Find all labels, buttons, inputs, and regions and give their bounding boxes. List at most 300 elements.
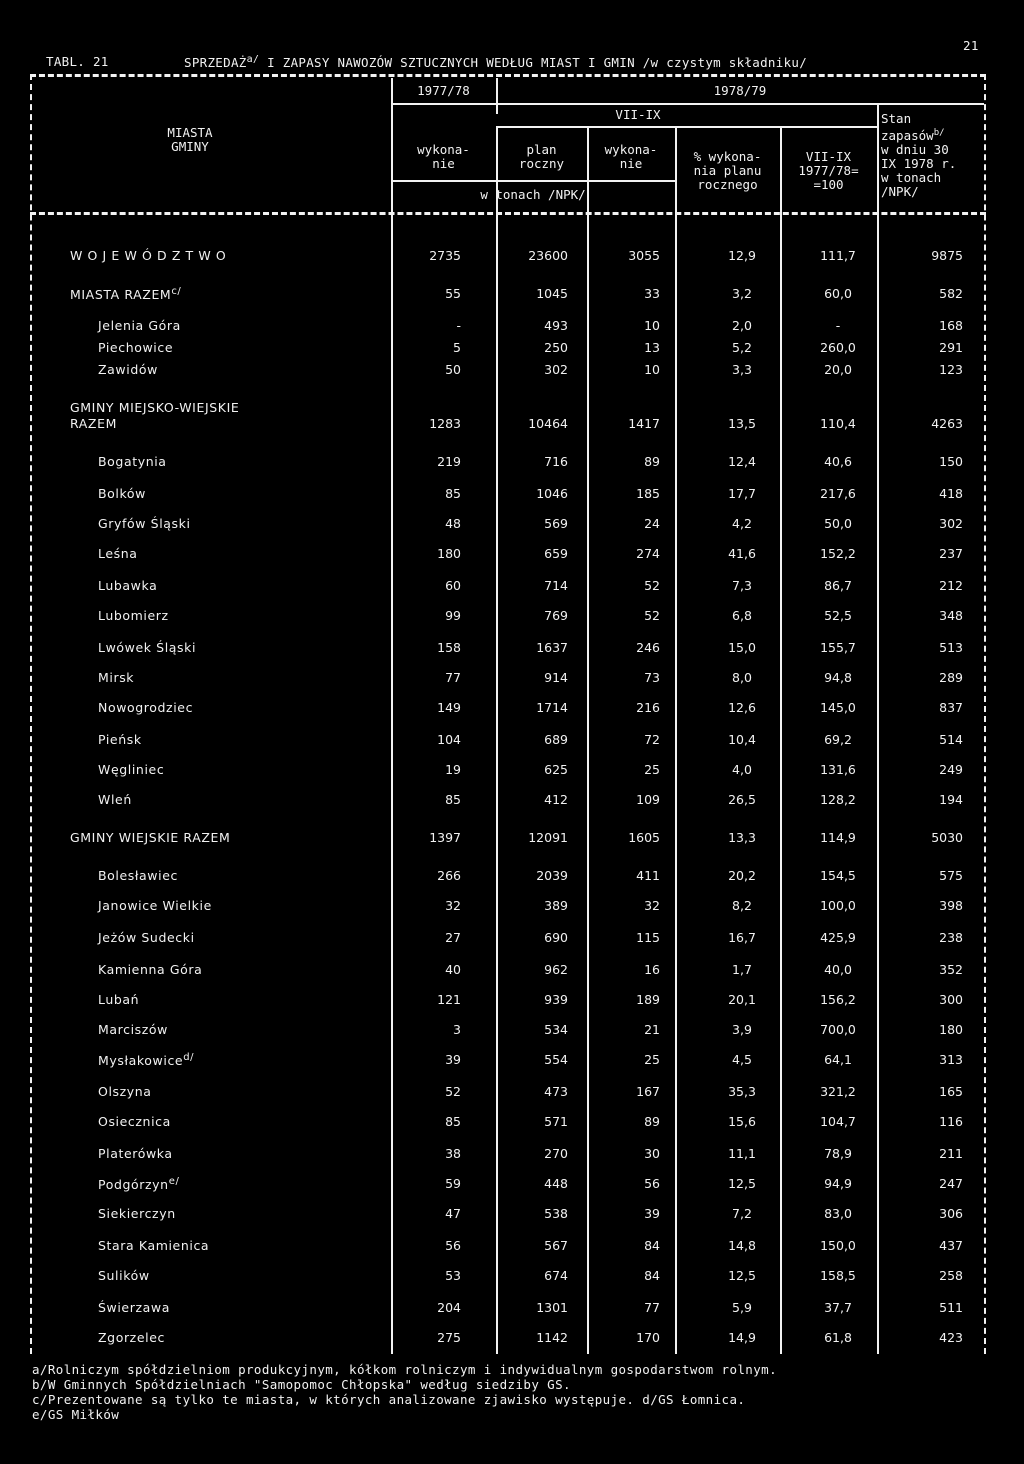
table-cell: 659	[544, 546, 568, 561]
row-label-text: GMINY MIEJSKO-WIEJSKIE	[70, 400, 240, 415]
row-label-text: Lubawka	[98, 578, 158, 593]
table-cell: 3	[453, 1022, 461, 1037]
row-label	[98, 454, 167, 469]
table-cell: 16,7	[728, 930, 756, 945]
table-cell: 1397	[429, 830, 461, 845]
table-label: TABL. 21	[46, 54, 109, 69]
row-label-text: Lwówek Śląski	[98, 640, 197, 655]
table-cell: 150,0	[820, 1238, 856, 1253]
table-cell: 1605	[628, 830, 660, 845]
row-label-text: Lubomierz	[98, 608, 169, 623]
row-label-text: Olszyna	[98, 1084, 152, 1099]
table-cell: 110,4	[820, 416, 856, 431]
table-cell: 39	[445, 1052, 461, 1067]
row-label-text: Mirsk	[98, 670, 135, 685]
table-cell: 2039	[536, 868, 568, 883]
table-cell: -	[835, 318, 841, 333]
row-label-text: Węgliniec	[98, 762, 165, 777]
table-cell: 306	[939, 1206, 963, 1221]
row-label-text: Marciszów	[98, 1022, 168, 1037]
row-label-text: Jeżów Sudecki	[98, 930, 195, 945]
table-cell: 99	[445, 608, 461, 623]
table-cell: 6,8	[732, 608, 752, 623]
table-cell: 27	[445, 930, 461, 945]
unit-label: w tonach /NPK/	[480, 187, 586, 202]
table-cell: 128,2	[820, 792, 856, 807]
col1-line2: nie	[432, 156, 455, 171]
row-label	[98, 732, 142, 747]
table-cell: 4,5	[732, 1052, 752, 1067]
table-cell: 5,2	[732, 340, 752, 355]
period-label: VII-IX	[615, 107, 661, 122]
table-cell: 156,2	[820, 992, 856, 1007]
col1-header	[391, 143, 496, 171]
table-cell: 180	[939, 1022, 963, 1037]
col2-line2: roczny	[518, 156, 565, 171]
table-cell: 7,2	[732, 1206, 752, 1221]
row-label	[98, 1206, 176, 1221]
table-cell: 77	[445, 670, 461, 685]
table-cell: 85	[445, 1114, 461, 1129]
row-footnote-marker: e/	[168, 1176, 180, 1187]
row-label-text: Bolków	[98, 486, 146, 501]
table-cell: 77	[644, 1300, 660, 1315]
table-cell: 437	[939, 1238, 963, 1253]
table-cell: 23600	[528, 248, 568, 263]
table-cell: 59	[445, 1176, 461, 1191]
row-label	[98, 486, 146, 501]
table-cell: 15,6	[728, 1114, 756, 1129]
table-cell: 114,9	[820, 830, 856, 845]
table-cell: 939	[544, 992, 568, 1007]
year-row-line	[391, 103, 984, 105]
table-cell: 4,2	[732, 516, 752, 531]
col6-footnote-marker: b/	[933, 128, 945, 138]
col-divider-2	[496, 126, 498, 1354]
row-label	[98, 962, 202, 977]
table-cell: 167	[636, 1084, 660, 1099]
table-cell: 94,9	[824, 1176, 852, 1191]
table-cell: 85	[445, 792, 461, 807]
row-footnote-marker: d/	[183, 1052, 195, 1063]
col5-line2: 1977/78=	[798, 163, 859, 178]
table-cell: 115	[636, 930, 660, 945]
col3-line2: nie	[619, 156, 643, 171]
table-cell: 3,9	[732, 1022, 752, 1037]
table-cell: 60,0	[824, 286, 852, 301]
table-cell: 89	[644, 454, 660, 469]
col6-line1: Stan	[881, 111, 912, 126]
footnote-e: e/GS Miłków	[32, 1407, 120, 1422]
row-label-text: Siekierczyn	[98, 1206, 176, 1221]
table-cell: 258	[939, 1268, 963, 1283]
table-cell: 418	[939, 486, 963, 501]
table-cell: 50	[445, 362, 461, 377]
table-cell: 3055	[628, 248, 660, 263]
table-cell: 8,2	[732, 898, 752, 913]
row-label-text: Bogatynia	[98, 454, 167, 469]
table-cell: 35,3	[728, 1084, 756, 1099]
table-cell: 348	[939, 608, 963, 623]
table-cell: 154,5	[820, 868, 856, 883]
table-cell: 1417	[628, 416, 660, 431]
table-cell: 40	[445, 962, 461, 977]
row-footnote-marker: c/	[171, 286, 182, 297]
footnote-a: a/Rolniczym spółdzielniom produkcyjnym, kółkom rolniczym i indywidualnym gospodarstwom rolnym.	[32, 1362, 778, 1377]
table-cell: 291	[939, 340, 963, 355]
col5-line1: VII-IX	[805, 149, 852, 164]
table-cell: 513	[939, 640, 963, 655]
table-cell: 25	[644, 762, 660, 777]
table-cell: 716	[544, 454, 568, 469]
table-cell: 554	[544, 1052, 568, 1067]
table-cell: 13,5	[728, 416, 756, 431]
table-cell: 32	[445, 898, 461, 913]
table-cell: 914	[544, 670, 568, 685]
left-border	[30, 74, 32, 1354]
table-cell: 12,6	[728, 700, 756, 715]
table-cell: 493	[544, 318, 568, 333]
table-cell: 94,8	[824, 670, 852, 685]
table-cell: 275	[437, 1330, 461, 1345]
table-cell: 249	[939, 762, 963, 777]
table-cell: 52	[445, 1084, 461, 1099]
table-cell: 1045	[536, 286, 568, 301]
table-cell: 575	[939, 868, 963, 883]
row-label	[98, 340, 173, 355]
unit-row-line	[391, 180, 675, 182]
table-cell: 158,5	[820, 1268, 856, 1283]
header-top-border	[30, 74, 986, 77]
table-cell: 769	[544, 608, 568, 623]
table-cell: 38	[445, 1146, 461, 1161]
table-cell: 83,0	[824, 1206, 852, 1221]
table-cell: 69,2	[824, 732, 852, 747]
row-label	[98, 670, 134, 685]
row-label-text: MIASTA RAZEM	[70, 287, 172, 303]
row-label	[70, 400, 239, 415]
table-cell: 962	[544, 962, 568, 977]
footnote-c: c/Prezentowane są tylko te miasta, w których analizowane zjawisko występuje. d/GS Łomnica.	[32, 1392, 746, 1407]
table-cell: 8,0	[732, 670, 752, 685]
table-cell: 625	[544, 762, 568, 777]
row-label	[98, 1176, 179, 1192]
col6-line2	[881, 126, 981, 143]
table-cell: 4263	[931, 416, 963, 431]
table-cell: 1637	[536, 640, 568, 655]
table-cell: 1,7	[732, 962, 752, 977]
table-cell: 61,8	[824, 1330, 852, 1345]
row-label-text: Zgorzelec	[98, 1330, 165, 1345]
table-cell: 14,9	[728, 1330, 756, 1345]
row-label-text: Sulików	[98, 1268, 150, 1283]
table-cell: 300	[939, 992, 963, 1007]
row-label-text: Pieńsk	[98, 732, 142, 747]
table-cell: 104,7	[820, 1114, 856, 1129]
table-cell: 448	[544, 1176, 568, 1191]
row-label-text: W O J E W Ó D Z T W O	[70, 248, 227, 263]
table-cell: 204	[437, 1300, 461, 1315]
table-cell: 1046	[536, 486, 568, 501]
row-label	[98, 992, 139, 1007]
row-label	[98, 1300, 170, 1315]
table-cell: 17,7	[728, 486, 756, 501]
table-cell: 302	[544, 362, 568, 377]
table-cell: 302	[939, 516, 963, 531]
table-cell: 289	[939, 670, 963, 685]
table-cell: 15,0	[728, 640, 756, 655]
row-label-text: Stara Kamienica	[98, 1238, 210, 1253]
table-cell: 538	[544, 1206, 568, 1221]
table-cell: 152,2	[820, 546, 856, 561]
row-label	[98, 546, 138, 561]
table-cell: 12,5	[728, 1176, 756, 1191]
col5-header	[780, 150, 877, 192]
col-divider-3	[587, 126, 589, 1354]
table-cell: 313	[939, 1052, 963, 1067]
table-cell: 37,7	[824, 1300, 852, 1315]
table-cell: 123	[939, 362, 963, 377]
row-label-text: Osiecznica	[98, 1114, 171, 1129]
table-cell: 5030	[931, 830, 963, 845]
col4-header	[675, 150, 780, 192]
row-label	[98, 640, 196, 655]
table-cell: 10	[644, 318, 660, 333]
col2-line1: plan	[526, 142, 557, 157]
table-cell: 39	[644, 1206, 660, 1221]
table-cell: 2,0	[732, 318, 752, 333]
col3-line1: wykona-	[604, 142, 658, 157]
row-label-text: GMINY WIEJSKIE RAZEM	[70, 830, 231, 845]
table-cell: 5,9	[732, 1300, 752, 1315]
table-cell: 10464	[528, 416, 568, 431]
table-cell: 11,1	[728, 1146, 756, 1161]
table-cell: 16	[644, 962, 660, 977]
right-border	[984, 74, 986, 1354]
col4-line1: % wykona-	[693, 149, 762, 164]
table-cell: 237	[939, 546, 963, 561]
row-label	[98, 516, 191, 531]
table-cell: -	[456, 318, 461, 333]
table-cell: 423	[939, 1330, 963, 1345]
table-cell: 571	[544, 1114, 568, 1129]
row-label	[70, 830, 230, 845]
row-label-text: Zawidów	[98, 362, 158, 377]
table-cell: 89	[644, 1114, 660, 1129]
table-cell: 52	[644, 578, 660, 593]
row-label-text: Podgórzyn	[98, 1177, 169, 1193]
table-cell: 569	[544, 516, 568, 531]
table-cell: 1283	[429, 416, 461, 431]
table-cell: 170	[636, 1330, 660, 1345]
table-cell: 12,9	[728, 248, 756, 263]
col6-header	[881, 112, 981, 199]
table-cell: 41,6	[728, 546, 756, 561]
table-cell: 32	[644, 898, 660, 913]
row-label	[98, 362, 158, 377]
table-cell: 19	[445, 762, 461, 777]
table-cell: 21	[644, 1022, 660, 1037]
row-label	[98, 1052, 194, 1068]
table-cell: 398	[939, 898, 963, 913]
table-cell: 12091	[528, 830, 568, 845]
table-cell: 389	[544, 898, 568, 913]
table-cell: 714	[544, 578, 568, 593]
table-title	[184, 54, 807, 70]
table-cell: 9875	[931, 248, 963, 263]
table-cell: 20,2	[728, 868, 756, 883]
table-cell: 109	[636, 792, 660, 807]
table-cell: 84	[644, 1268, 660, 1283]
table-cell: 5	[453, 340, 461, 355]
table-cell: 72	[644, 732, 660, 747]
table-cell: 194	[939, 792, 963, 807]
row-label	[98, 930, 195, 945]
table-cell: 84	[644, 1238, 660, 1253]
row-label	[98, 1146, 173, 1161]
table-cell: 60	[445, 578, 461, 593]
row-label	[98, 1330, 165, 1345]
col6-line4: IX 1978 r.	[881, 156, 957, 172]
table-cell: 73	[644, 670, 660, 685]
table-cell: 219	[437, 454, 461, 469]
table-cell: 425,9	[820, 930, 856, 945]
table-cell: 238	[939, 930, 963, 945]
table-cell: 85	[445, 486, 461, 501]
table-cell: 246	[636, 640, 660, 655]
table-cell: 185	[636, 486, 660, 501]
table-cell: 50,0	[824, 516, 852, 531]
col-divider-4	[675, 126, 677, 1354]
page-number: 21	[963, 38, 979, 53]
table-cell: 4,0	[732, 762, 752, 777]
year2-label: 1978/79	[713, 83, 767, 98]
table-cell: 247	[939, 1176, 963, 1191]
table-cell: 149	[437, 700, 461, 715]
title-footnote-marker: a/	[246, 54, 260, 65]
table-cell: 10	[644, 362, 660, 377]
table-cell: 30	[644, 1146, 660, 1161]
table-cell: 514	[939, 732, 963, 747]
col2-header	[496, 143, 587, 171]
col4-line2: nia planu	[693, 163, 762, 178]
table-cell: 131,6	[820, 762, 856, 777]
row-label-text: Platerówka	[98, 1146, 173, 1161]
table-cell: 321,2	[820, 1084, 856, 1099]
row-label-text: Kamienna Góra	[98, 962, 203, 977]
period-row-line	[496, 126, 877, 128]
table-cell: 3,2	[732, 286, 752, 301]
table-cell: 13	[644, 340, 660, 355]
row-label	[98, 1114, 171, 1129]
stub-header	[130, 126, 250, 154]
table-cell: 12,4	[728, 454, 756, 469]
table-cell: 690	[544, 930, 568, 945]
table-cell: 250	[544, 340, 568, 355]
col6-line5: w tonach	[881, 170, 942, 186]
row-label	[98, 1084, 152, 1099]
table-cell: 689	[544, 732, 568, 747]
col5-line3: =100	[813, 177, 844, 192]
table-cell: 10,4	[728, 732, 756, 747]
row-label-text: Wleń	[98, 792, 132, 807]
col-divider-1	[391, 78, 393, 1354]
table-cell: 260,0	[820, 340, 856, 355]
row-label	[98, 578, 157, 593]
table-cell: 158	[437, 640, 461, 655]
table-cell: 700,0	[820, 1022, 856, 1037]
table-cell: 189	[636, 992, 660, 1007]
col3-header	[587, 143, 675, 171]
table-cell: 266	[437, 868, 461, 883]
table-cell: 111,7	[820, 248, 856, 263]
row-label	[98, 792, 132, 807]
table-cell: 473	[544, 1084, 568, 1099]
table-cell: 53	[445, 1268, 461, 1283]
stub-line2: GMINY	[171, 139, 209, 154]
table-cell: 48	[445, 516, 461, 531]
row-label	[98, 1238, 209, 1253]
table-cell: 20,0	[824, 362, 852, 377]
table-cell: 155,7	[820, 640, 856, 655]
row-label-text: Nowogrodziec	[98, 700, 194, 715]
table-cell: 13,3	[728, 830, 756, 845]
col4-line3: rocznego	[697, 177, 758, 192]
table-cell: 52	[644, 608, 660, 623]
row-label	[98, 762, 164, 777]
row-label	[98, 1022, 168, 1037]
row-label-text: Leśna	[98, 546, 138, 561]
table-cell: 47	[445, 1206, 461, 1221]
table-cell: 121	[437, 992, 461, 1007]
header-bottom-border	[30, 212, 986, 215]
table-cell: 55	[445, 286, 461, 301]
table-cell: 104	[437, 732, 461, 747]
row-label-line2: RAZEM	[70, 416, 117, 431]
table-cell: 1301	[536, 1300, 568, 1315]
table-cell: 14,8	[728, 1238, 756, 1253]
table-cell: 3,3	[732, 362, 752, 377]
row-label	[98, 608, 169, 623]
row-label	[70, 286, 181, 302]
table-cell: 78,9	[824, 1146, 852, 1161]
row-label-text: Jelenia Góra	[98, 318, 181, 333]
table-cell: 100,0	[820, 898, 856, 913]
col6-line3: w dniu 30	[881, 142, 949, 158]
table-cell: 24	[644, 516, 660, 531]
table-cell: 52,5	[824, 608, 852, 623]
row-label-text: Mysłakowice	[98, 1053, 184, 1069]
table-cell: 33	[644, 286, 660, 301]
table-cell: 165	[939, 1084, 963, 1099]
table-cell: 837	[939, 700, 963, 715]
table-cell: 212	[939, 578, 963, 593]
row-label-text: Piechowice	[98, 340, 174, 355]
table-cell: 674	[544, 1268, 568, 1283]
row-label-text: Bolesławiec	[98, 868, 178, 883]
table-cell: 168	[939, 318, 963, 333]
table-cell: 145,0	[820, 700, 856, 715]
col6-line6: /NPK/	[881, 184, 919, 200]
table-cell: 567	[544, 1238, 568, 1253]
year1-label: 1977/78	[417, 83, 470, 98]
table-cell: 1714	[536, 700, 568, 715]
title-rest: I ZAPASY NAWOZÓW SZTUCZNYCH WEDŁUG MIAST I GMIN /w czystym składniku/	[267, 55, 808, 71]
table-cell: 411	[636, 868, 660, 883]
row-label	[98, 868, 178, 883]
row-label-text: Świerzawa	[98, 1300, 170, 1315]
table-cell: 211	[939, 1146, 963, 1161]
